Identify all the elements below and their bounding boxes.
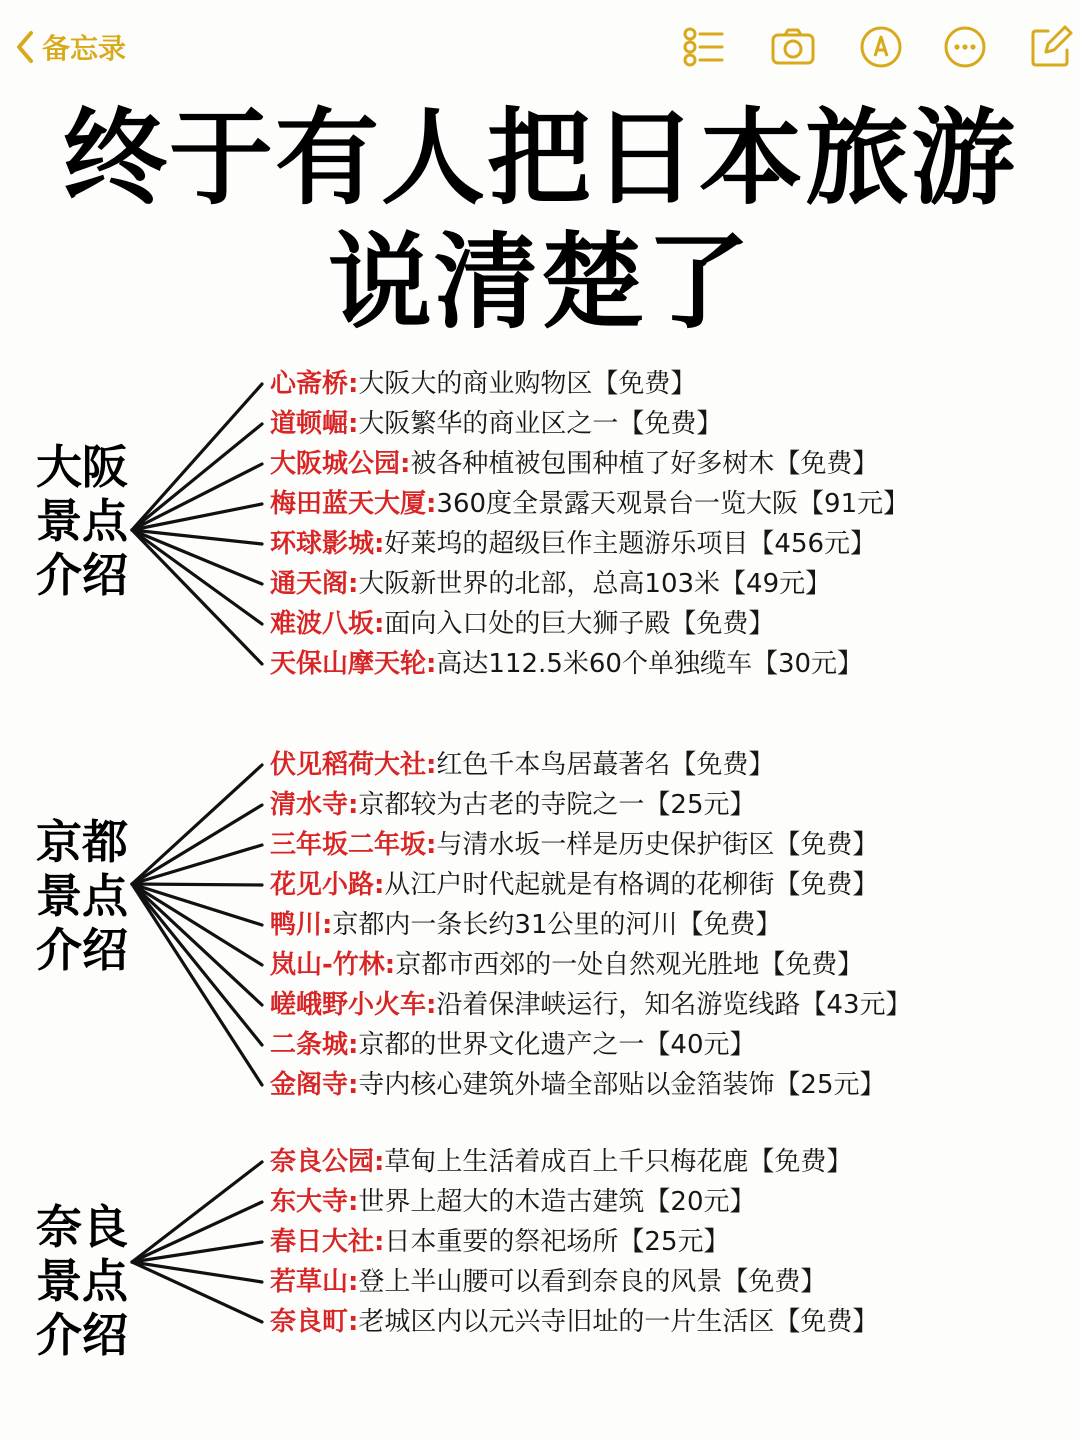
spot-desc: 高达112.5米60个单独缆车【30元】: [436, 649, 864, 679]
list-item: 鸭川:京都内一条长约31公里的河川【免费】: [270, 910, 782, 940]
spot-desc: 大阪新世界的北部，总高103米【49元】: [358, 569, 832, 599]
spot-desc: 被各种植被包围种植了好多树木【免费】: [410, 449, 879, 479]
camera-icon[interactable]: [770, 24, 816, 70]
spot-desc: 京都的世界文化遗产之一【40元】: [358, 1030, 756, 1060]
back-button[interactable]: [14, 24, 126, 70]
spot-name: 花见小路: [270, 870, 375, 900]
spot-name: 通天阁: [270, 569, 349, 599]
spot-desc: 寺内核心建筑外墙全部贴以金箔装饰【25元】: [358, 1070, 886, 1100]
compose-icon[interactable]: [1028, 24, 1074, 70]
spot-desc: 登上半山腰可以看到奈良的风景【免费】: [358, 1267, 827, 1297]
list-item: 大阪城公园:被各种植被包围种植了好多树木【免费】: [270, 449, 879, 479]
spot-name: 大阪城公园: [270, 449, 401, 479]
spot-name: 清水寺: [270, 790, 349, 820]
spot-desc: 大阪大的商业购物区【免费】: [358, 369, 697, 399]
spot-desc: 好莱坞的超级巨作主题游乐项目【456元】: [384, 529, 877, 559]
back-label: 备忘录: [42, 32, 127, 65]
spot-name: 三年坂二年坂: [270, 830, 427, 860]
spot-name: 东大寺: [270, 1187, 349, 1217]
section-label-kyoto: 京都 景点 介绍: [36, 815, 128, 977]
spot-name: 天保山摩天轮: [270, 649, 427, 679]
spot-name: 奈良町: [270, 1307, 349, 1337]
chevron-left-icon: [14, 30, 36, 64]
list-item: 若草山:登上半山腰可以看到奈良的风景【免费】: [270, 1267, 827, 1297]
spot-name: 春日大社: [270, 1227, 375, 1257]
list-item: 岚山-竹林:京都市西郊的一处自然观光胜地【免费】: [270, 950, 864, 980]
spot-desc: 从江户时代起就是有格调的花柳街【免费】: [384, 870, 879, 900]
list-item: 东大寺:世界上超大的木造古建筑【20元】: [270, 1187, 756, 1217]
spot-desc: 面向入口处的巨大狮子殿【免费】: [384, 609, 775, 639]
spot-name: 奈良公园: [270, 1147, 375, 1177]
spot-desc: 世界上超大的木造古建筑【20元】: [358, 1187, 756, 1217]
spot-desc: 与清水坂一样是历史保护街区【免费】: [436, 830, 879, 860]
list-item: 梅田蓝天大厦:360度全景露天观景台一览大阪【91元】: [270, 489, 910, 519]
list-item: 奈良町:老城区内以元兴寺旧址的一片生活区【免费】: [270, 1307, 879, 1337]
spot-name: 岚山-竹林: [270, 950, 385, 980]
page-title-line-1: 终于有人把日本旅游: [62, 97, 1017, 219]
list-item: 伏见稻荷大社:红色千本鸟居蕞著名【免费】: [270, 750, 775, 780]
section-label-nara: 奈良 景点 介绍: [36, 1200, 128, 1362]
page-title-line-2: 说清楚了: [327, 221, 752, 343]
spot-desc: 日本重要的祭祀场所【25元】: [384, 1227, 730, 1257]
checklist-icon[interactable]: [680, 24, 726, 70]
spot-desc: 红色千本鸟居蕞著名【免费】: [436, 750, 775, 780]
more-icon[interactable]: [942, 24, 988, 70]
spot-desc: 草甸上生活着成百上千只梅花鹿【免费】: [384, 1147, 853, 1177]
spot-name: 若草山: [270, 1267, 349, 1297]
list-item: 环球影城:好莱坞的超级巨作主题游乐项目【456元】: [270, 529, 877, 559]
spot-name: 金阁寺: [270, 1070, 349, 1100]
list-item: 心斋桥:大阪大的商业购物区【免费】: [270, 369, 697, 399]
spot-desc: 京都内一条长约31公里的河川【免费】: [332, 910, 782, 940]
list-item: 道顿崛:大阪繁华的商业区之一【免费】: [270, 409, 723, 439]
list-item: 春日大社:日本重要的祭祀场所【25元】: [270, 1227, 730, 1257]
list-item: 二条城:京都的世界文化遗产之一【40元】: [270, 1030, 756, 1060]
list-item: 奈良公园:草甸上生活着成百上千只梅花鹿【免费】: [270, 1147, 853, 1177]
list-item: 三年坂二年坂:与清水坂一样是历史保护街区【免费】: [270, 830, 879, 860]
list-item: 通天阁:大阪新世界的北部，总高103米【49元】: [270, 569, 832, 599]
pen-markup-icon[interactable]: [858, 24, 904, 70]
spot-name: 心斋桥: [270, 369, 349, 399]
spot-name: 难波八坂: [270, 609, 375, 639]
section-label-osaka: 大阪 景点 介绍: [36, 440, 128, 602]
spot-desc: 大阪繁华的商业区之一【免费】: [358, 409, 723, 439]
list-item: 金阁寺:寺内核心建筑外墙全部贴以金箔装饰【25元】: [270, 1070, 886, 1100]
top-nav-bar: [0, 0, 1080, 95]
spot-name: 道顿崛: [270, 409, 349, 439]
list-item: 难波八坂:面向入口处的巨大狮子殿【免费】: [270, 609, 775, 639]
list-item: 嵯峨野小火车:沿着保津峡运行，知名游览线路【43元】: [270, 990, 912, 1020]
spot-name: 二条城: [270, 1030, 349, 1060]
spot-desc: 老城区内以元兴寺旧址的一片生活区【免费】: [358, 1307, 879, 1337]
spot-desc: 360度全景露天观景台一览大阪【91元】: [436, 489, 910, 519]
list-item: 清水寺:京都较为古老的寺院之一【25元】: [270, 790, 756, 820]
list-item: 花见小路:从江户时代起就是有格调的花柳街【免费】: [270, 870, 879, 900]
spot-name: 梅田蓝天大厦: [270, 489, 427, 519]
list-item: 天保山摩天轮:高达112.5米60个单独缆车【30元】: [270, 649, 864, 679]
spot-name: 伏见稻荷大社: [270, 750, 427, 780]
spot-name: 鸭川: [270, 910, 323, 940]
spot-name: 环球影城: [270, 529, 375, 559]
spot-desc: 京都较为古老的寺院之一【25元】: [358, 790, 756, 820]
spot-desc: 京都市西郊的一处自然观光胜地【免费】: [395, 950, 864, 980]
spot-name: 嵯峨野小火车: [270, 990, 427, 1020]
spot-desc: 沿着保津峡运行，知名游览线路【43元】: [436, 990, 912, 1020]
